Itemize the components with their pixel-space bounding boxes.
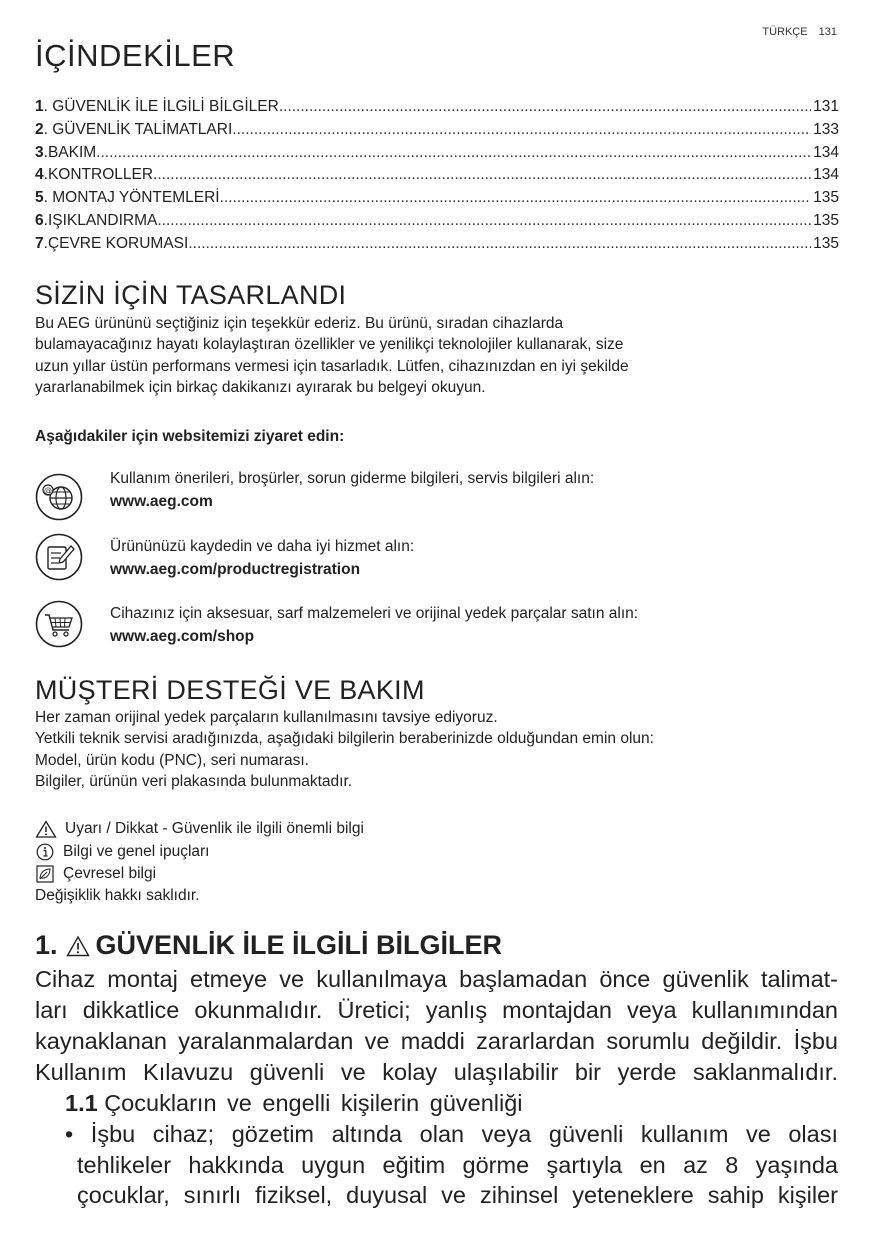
- toc-row[interactable]: [35, 96, 839, 119]
- toc-label: GÜVENLİK TALİMATLARI: [52, 120, 233, 138]
- toc-page: 133: [813, 120, 839, 138]
- subsection-heading: [65, 1088, 523, 1119]
- toc-label: GÜVENLİK İLE İLGİLİ BİLGİLER: [52, 98, 279, 115]
- safety-title: GÜVENLİK İLE İLGİLİ BİLGİLER: [95, 930, 503, 960]
- toc-label: BAKIM: [47, 143, 97, 161]
- warning-triangle-icon: [66, 935, 90, 957]
- legend-warning: [35, 818, 364, 839]
- bullet-line: çocuklar, sınırlı fiziksel, duyusal ve zihinsel yeteneklere sahip kişiler: [77, 1182, 838, 1208]
- rights-note: Değişiklik hakkı saklıdır.: [35, 887, 200, 904]
- visit-description: Kullanım önerileri, broşürler, sorun giderme bilgileri, servis bilgileri alın:: [110, 470, 595, 487]
- designed-line: Bu AEG ürününü seçtiğiniz için teşekkür ederiz. Bu ürünü, sıradan cihazlarda: [35, 315, 564, 332]
- toc-leader: [96, 142, 811, 165]
- bullet-line: tehlikeler hakkında uygun eğitim görme şartıyla en az 8 yaşında: [77, 1151, 838, 1178]
- toc-label: IŞIKLANDIRMA: [47, 211, 158, 229]
- designed-line: yararlanabilmek için birkaç dakikanızı ayırarak bu belgeyi okuyun.: [35, 378, 486, 396]
- designed-line: bulamayacağınız hayatı kolaylaştıran özellikler ve yenilikçi teknolojiler kullanarak, size: [35, 336, 624, 354]
- info-circle-icon: [36, 843, 54, 861]
- toc-leader: [279, 96, 811, 119]
- legend-info-text: Bilgi ve genel ipuçları: [63, 843, 210, 860]
- bullet-line: • İşbu cihaz; gözetim altında olan veya güvenli kullanım ve olası: [65, 1121, 838, 1147]
- toc-page: 134: [813, 143, 839, 161]
- toc-row[interactable]: [35, 119, 839, 142]
- designed-line: uzun yıllar üstün performans vermesi için tasarladık. Lütfen, cihazınızdan en iyi şekilde: [35, 357, 629, 375]
- visit-link-shop[interactable]: www.aeg.com/shop: [110, 628, 255, 645]
- toc-number: 4: [35, 166, 44, 184]
- page-header: [762, 26, 837, 38]
- toc-separator: .: [43, 143, 48, 161]
- safety-heading: [35, 930, 502, 961]
- toc-row[interactable]: [35, 233, 839, 256]
- warning-triangle-icon: [35, 820, 57, 838]
- safety-number: 1.: [35, 930, 58, 960]
- toc-label: KONTROLLER: [47, 166, 154, 184]
- visit-link-web[interactable]: www.aeg.com: [110, 493, 213, 510]
- toc-number: 2: [35, 120, 44, 138]
- support-line: Bilgiler, ürünün veri plakasında bulunmaktadır.: [35, 772, 353, 790]
- toc-separator: .: [43, 166, 48, 184]
- support-line: Model, ürün kodu (PNC), seri numarası.: [35, 751, 309, 769]
- toc-row[interactable]: [35, 142, 839, 165]
- visit-description: Ürününüzü kaydedin ve daha iyi hizmet alın:: [110, 538, 415, 555]
- visit-text-shop: [110, 602, 638, 648]
- toc-leader: [232, 119, 811, 142]
- toc-separator: .: [43, 120, 53, 138]
- legend-warning-text: Uyarı / Dikkat - Güvenlik ile ilgili önemli bilgi: [65, 820, 364, 837]
- toc-page: 134: [813, 166, 839, 184]
- legend-env-text: Çevresel bilgi: [63, 865, 157, 882]
- support-title: MÜŞTERİ DESTEĞİ VE BAKIM: [35, 675, 425, 705]
- globe-at-icon: [35, 473, 83, 521]
- toc-page: 135: [813, 234, 839, 252]
- svg-text:@: @: [44, 486, 52, 495]
- toc-separator: .: [43, 234, 48, 252]
- safety-line: ları dikkatlice okunmalıdır. Üretici; yanlış montajdan veya kullanımından: [35, 997, 838, 1023]
- toc-separator: .: [43, 211, 48, 229]
- toc-leader: [153, 164, 811, 187]
- safety-bullet: [65, 1119, 838, 1211]
- designed-paragraph: [35, 313, 835, 398]
- toc-label: MONTAJ YÖNTEMLERİ: [52, 189, 220, 207]
- table-of-contents: [35, 96, 839, 256]
- toc-title: İÇİNDEKİLER: [35, 38, 236, 73]
- toc-row[interactable]: [35, 164, 839, 187]
- subsection-number: 1.1: [65, 1090, 98, 1116]
- subsection-title: Çocukların ve engelli kişilerin güvenliği: [104, 1090, 523, 1116]
- toc-number: 5: [35, 189, 44, 207]
- toc-separator: .: [43, 189, 53, 207]
- safety-line: Cihaz montaj etmeye ve kullanılmaya başlamadan önce güvenlik talimat-: [35, 966, 838, 992]
- visit-heading: Aşağıdakiler için websitemizi ziyaret edin:: [35, 428, 345, 445]
- toc-page: 135: [813, 189, 839, 207]
- toc-row[interactable]: [35, 187, 839, 210]
- toc-leader: [157, 210, 811, 233]
- toc-leader: [188, 233, 811, 256]
- toc-page: 135: [813, 211, 839, 229]
- designed-title: SİZİN İÇİN TASARLANDI: [35, 280, 347, 310]
- visit-text-register: [110, 535, 414, 581]
- support-line: Her zaman orijinal yedek parçaların kullanılmasını tavsiye ediyoruz.: [35, 709, 498, 726]
- leaf-environment-icon: [36, 865, 54, 883]
- support-paragraph: [35, 707, 835, 792]
- visit-description: Cihazınız için aksesuar, sarf malzemeleri ve orijinal yedek parçalar satın alın:: [110, 605, 639, 622]
- toc-page: 131: [813, 98, 839, 115]
- toc-label: ÇEVRE KORUMASI: [47, 234, 189, 252]
- shopping-cart-icon: [35, 600, 83, 648]
- support-line: Yetkili teknik servisi aradığınızda, aşağıdaki bilgilerin beraberinizde olduğundan emin olun:: [35, 730, 654, 748]
- language-label: TÜRKÇE: [762, 26, 808, 38]
- toc-row[interactable]: [35, 210, 839, 233]
- register-note-icon: [35, 533, 83, 581]
- safety-line: kaynaklanan yaralanmalardan ve maddi zararlardan sorumlu değildir. İşbu: [35, 1028, 838, 1054]
- toc-leader: [220, 187, 812, 210]
- safety-line: Kullanım Kılavuzu güvenli ve kolay ulaşılabilir bir yerde saklanmalıdır.: [35, 1059, 838, 1085]
- legend-info: [35, 841, 209, 862]
- toc-number: 6: [35, 211, 44, 229]
- page-number: 131: [818, 26, 837, 38]
- visit-link-register[interactable]: www.aeg.com/productregistration: [110, 561, 361, 578]
- toc-separator: .: [43, 98, 53, 115]
- legend-env: [35, 863, 156, 884]
- toc-number: 7: [35, 234, 44, 252]
- visit-text-web: [110, 467, 594, 513]
- toc-number: 3: [35, 143, 44, 161]
- toc-number: 1: [35, 98, 44, 115]
